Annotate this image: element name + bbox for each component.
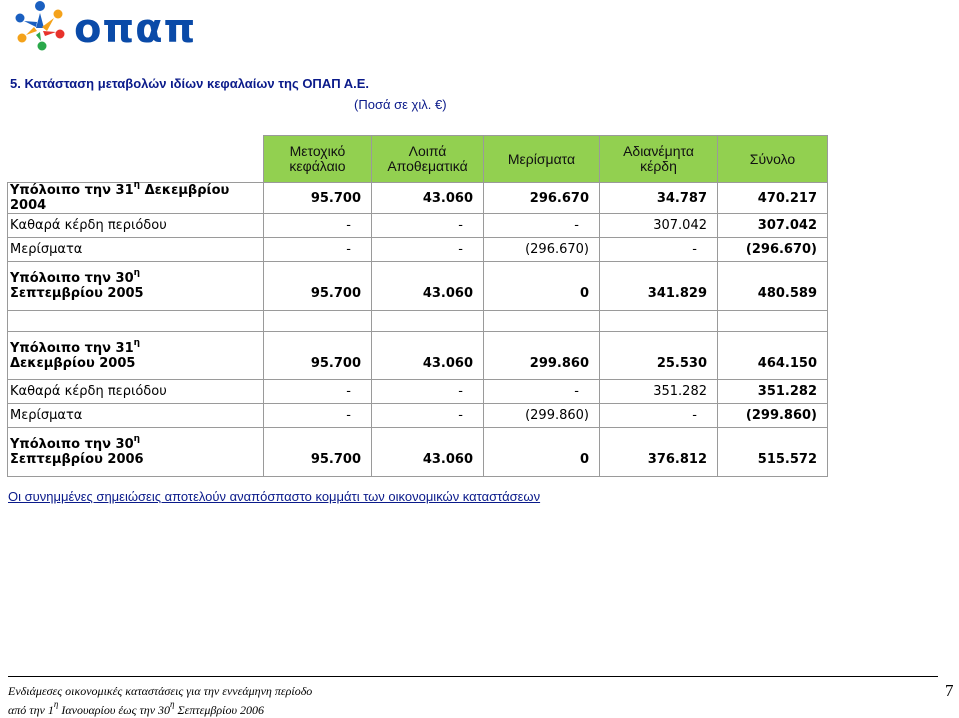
col-reserves: Λοιπά: [372, 136, 484, 160]
table-header-row: [8, 136, 828, 160]
row-label: Σεπτεμβρίου 2005: [8, 286, 264, 311]
cell: 376.812: [600, 452, 718, 477]
cell: [264, 262, 372, 287]
row-label: Μερίσματα: [8, 404, 264, 428]
cell: [600, 262, 718, 287]
star-people-icon: [12, 0, 68, 52]
cell: [264, 311, 372, 332]
cell: 464.150: [718, 356, 828, 380]
cell: [600, 332, 718, 357]
table-row: [8, 452, 828, 477]
col-share-capital-2: κεφάλαιο: [264, 159, 372, 183]
cell: 296.670: [484, 183, 600, 214]
footer-line-1: Ενδιάμεσες οικονομικές καταστάσεις για την εννεάμηνη περίοδο: [8, 684, 313, 698]
page-number: 7: [945, 681, 954, 700]
cell: [600, 428, 718, 453]
cell: 25.530: [600, 356, 718, 380]
cell: -: [372, 214, 484, 238]
cell: 0: [484, 286, 600, 311]
row-label: Μερίσματα: [8, 238, 264, 262]
cell: [718, 332, 828, 357]
cell: -: [264, 404, 372, 428]
cell: (296.670): [718, 238, 828, 262]
cell: [600, 311, 718, 332]
cell: [372, 311, 484, 332]
row-label: Υπόλοιπο την $31^\eta$: [8, 332, 264, 357]
cell: 95.700: [264, 356, 372, 380]
table-row: [8, 404, 828, 428]
col-reserves-2: Αποθεματικά: [372, 159, 484, 183]
col-retained-earnings-2: κέρδη: [600, 159, 718, 183]
cell: -: [600, 404, 718, 428]
cell: -: [484, 214, 600, 238]
cell: 307.042: [600, 214, 718, 238]
equity-changes-table: [7, 135, 828, 477]
table-row: [8, 356, 828, 380]
cell: 95.700: [264, 452, 372, 477]
cell: [484, 428, 600, 453]
section-title: 5. Κατάσταση μεταβολών ιδίων κεφαλαίων της ΟΠΑΠ Α.Ε.: [10, 76, 370, 91]
table-row: [8, 238, 828, 262]
table-row: [8, 214, 828, 238]
cell: 34.787: [600, 183, 718, 214]
table-row: [8, 380, 828, 404]
cell: [484, 332, 600, 357]
cell: (296.670): [484, 238, 600, 262]
cell: 515.572: [718, 452, 828, 477]
cell: -: [372, 380, 484, 404]
cell: 0: [484, 452, 600, 477]
table-row: [8, 428, 828, 453]
row-label: Καθαρά κέρδη περιόδου: [8, 380, 264, 404]
cell: 43.060: [372, 286, 484, 311]
cell: 351.282: [718, 380, 828, 404]
table-row: [8, 286, 828, 311]
spacer-row: [8, 311, 828, 332]
table-row: [8, 332, 828, 357]
cell: 43.060: [372, 452, 484, 477]
cell: [718, 428, 828, 453]
footer-line-2: από την $1^\eta$ Ιανουαρίου έως την $30^\eta$ Σεπτεμβρίου 2006: [8, 699, 265, 717]
cell: 95.700: [264, 183, 372, 214]
table-row: [8, 183, 828, 214]
row-label: Υπόλοιπο την $31^\eta$ Δεκεμβρίου 2004: [8, 183, 264, 214]
cell: 43.060: [372, 356, 484, 380]
col-retained-earnings: Αδιανέμητα: [600, 136, 718, 160]
footer-divider: [8, 676, 938, 677]
cell: -: [264, 380, 372, 404]
cell: [372, 262, 484, 287]
cell: 470.217: [718, 183, 828, 214]
cell: [484, 311, 600, 332]
row-label: Δεκεμβρίου 2005: [8, 356, 264, 380]
cell: 299.860: [484, 356, 600, 380]
col-dividends: Μερίσματα: [484, 136, 600, 183]
cell: -: [264, 214, 372, 238]
cell: -: [372, 238, 484, 262]
row-label: Υπόλοιπο την $30^\eta$: [8, 262, 264, 287]
header-empty: [8, 136, 264, 183]
row-label: Υπόλοιπο την $30^\eta$: [8, 428, 264, 453]
row-label: Σεπτεμβρίου 2006: [8, 452, 264, 477]
cell: [718, 311, 828, 332]
notes-statement: Οι συνημμένες σημειώσεις αποτελούν αναπόσπαστο κομμάτι των οικονομικών καταστάσεων: [8, 489, 541, 504]
table-row: [8, 262, 828, 287]
cell: -: [372, 404, 484, 428]
row-label: Καθαρά κέρδη περιόδου: [8, 214, 264, 238]
col-share-capital: Μετοχικό: [264, 136, 372, 160]
cell: [372, 428, 484, 453]
col-total: Σύνολο: [718, 136, 828, 183]
cell: -: [484, 380, 600, 404]
cell: [372, 332, 484, 357]
cell: 480.589: [718, 286, 828, 311]
cell: 95.700: [264, 286, 372, 311]
cell: 341.829: [600, 286, 718, 311]
cell: 351.282: [600, 380, 718, 404]
cell: 307.042: [718, 214, 828, 238]
cell: [8, 311, 264, 332]
cell: [718, 262, 828, 287]
cell: -: [264, 238, 372, 262]
cell: [484, 262, 600, 287]
cell: 43.060: [372, 183, 484, 214]
cell: -: [600, 238, 718, 262]
cell: [264, 428, 372, 453]
cell: (299.860): [718, 404, 828, 428]
cell: [264, 332, 372, 357]
opap-logo: [12, 0, 197, 52]
units-note: (Ποσά σε χιλ. €): [354, 97, 447, 112]
logo-wordmark: οπαπ: [74, 6, 197, 52]
cell: (299.860): [484, 404, 600, 428]
